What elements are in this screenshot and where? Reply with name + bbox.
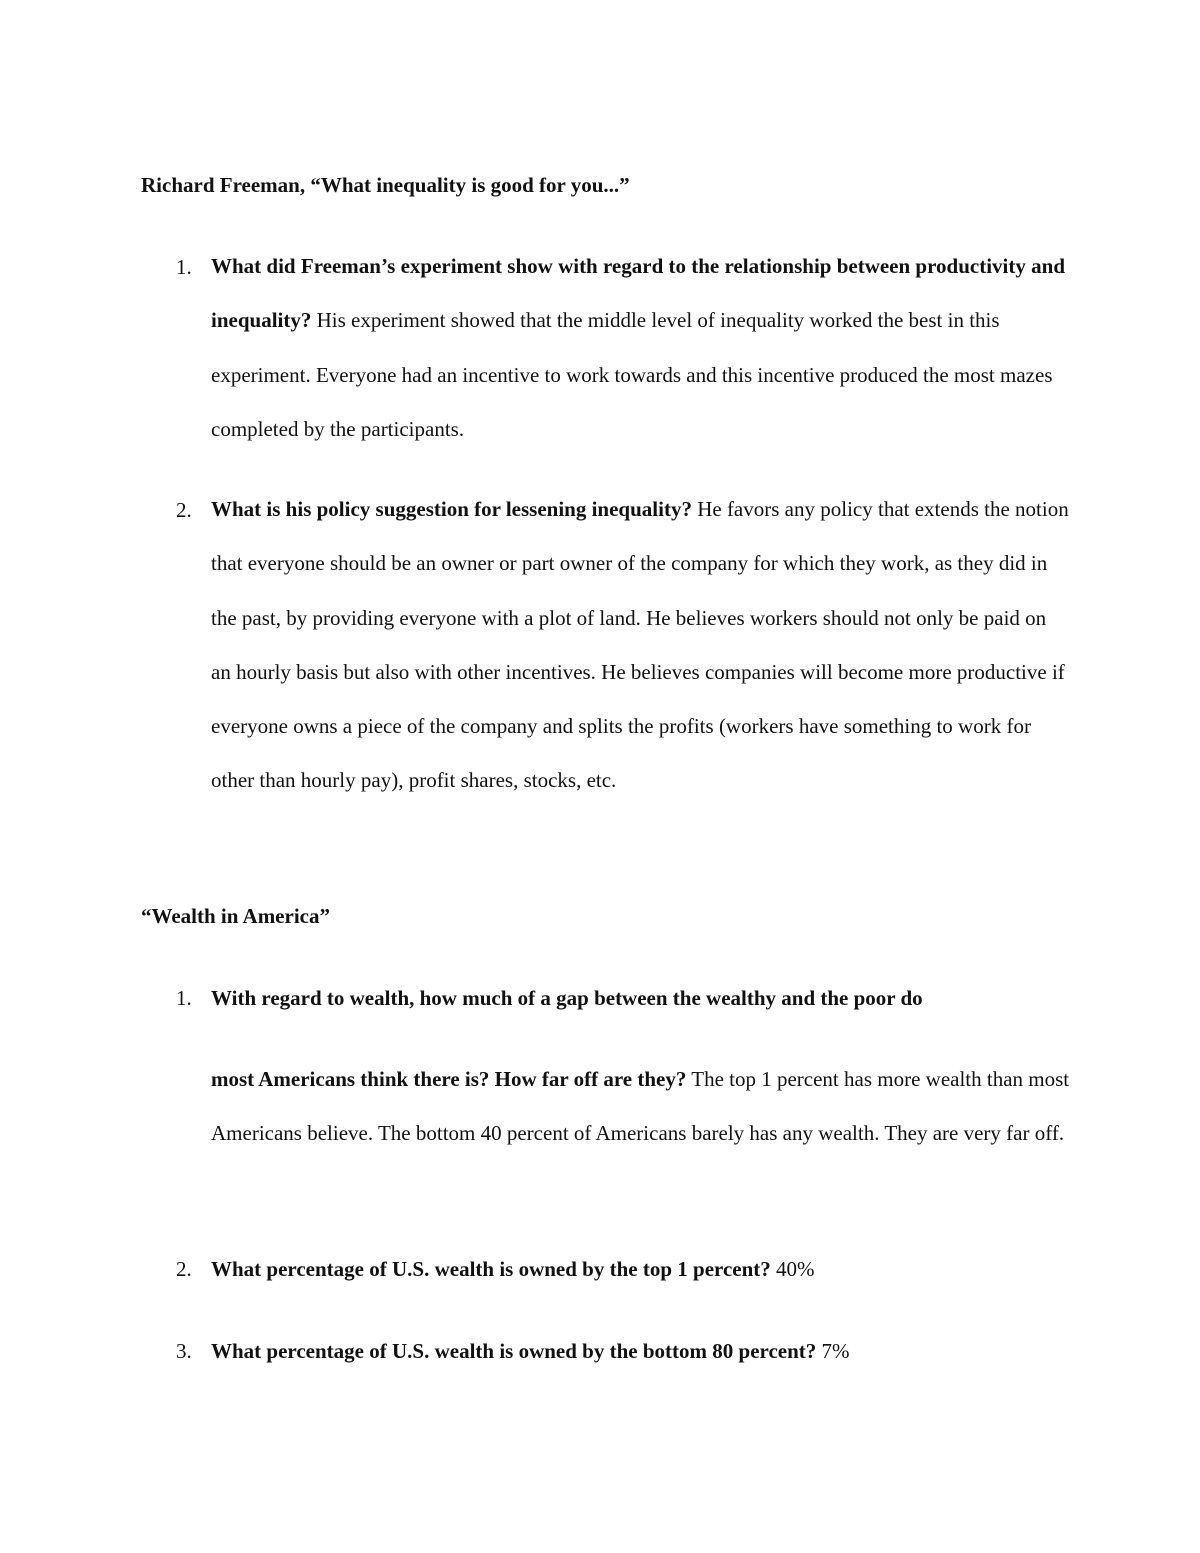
question-text: What did Freeman’s experiment show with regard to the relationship between productivity and inequality? [211,254,1065,333]
question-number: 1. [176,255,192,279]
answer-text: His experiment showed that the middle level of inequality worked the best in this experiment. Everyone had an incentive to work towards and this incentive produced the most mazes completed by the participants. [211,308,1053,441]
question-number: 1. [176,986,192,1010]
question-text [211,985,923,1011]
question-block [211,1338,850,1364]
answer-text: He favors any policy that extends the notion that everyone should be an owner or part owner of the company for which they work, as they did in the past, by providing everyone with a plot of land. He believes workers should not only be paid on an hourly basis but also with other incentives. He believes companies will become more productive if everyone owns a piece of the company and splits the profits (workers have something to work for other than hourly pay), profit shares, stocks, etc. [211,497,1069,793]
question-text: What is his policy suggestion for lessening inequality? [211,497,692,521]
question-number: 2. [176,1257,192,1281]
question-block [211,482,1071,808]
question-number: 2. [176,498,192,522]
question-block [211,1052,1071,1161]
answer-text: 7% [816,1339,850,1363]
question-text: What percentage of U.S. wealth is owned by the bottom 80 percent? [211,1339,817,1363]
question-text-line2: most Americans think there is? How far off are they? [211,1067,687,1091]
section-heading-freeman: Richard Freeman, “What inequality is good for you...” [141,173,630,197]
answer-text: 40% [770,1257,815,1281]
question-text: What percentage of U.S. wealth is owned by the top 1 percent? [211,1257,771,1281]
section-heading-wealth: “Wealth in America” [141,904,330,928]
question-block [211,1256,815,1282]
answer-text: The top 1 percent has more wealth than most Americans believe. The bottom 40 percent of Americans barely has any wealth. They are very far off. [211,1067,1070,1146]
question-number: 3. [176,1339,192,1363]
question-text-line1: With regard to wealth, how much of a gap between the wealthy and the poor do [211,986,923,1010]
question-block [211,239,1071,456]
